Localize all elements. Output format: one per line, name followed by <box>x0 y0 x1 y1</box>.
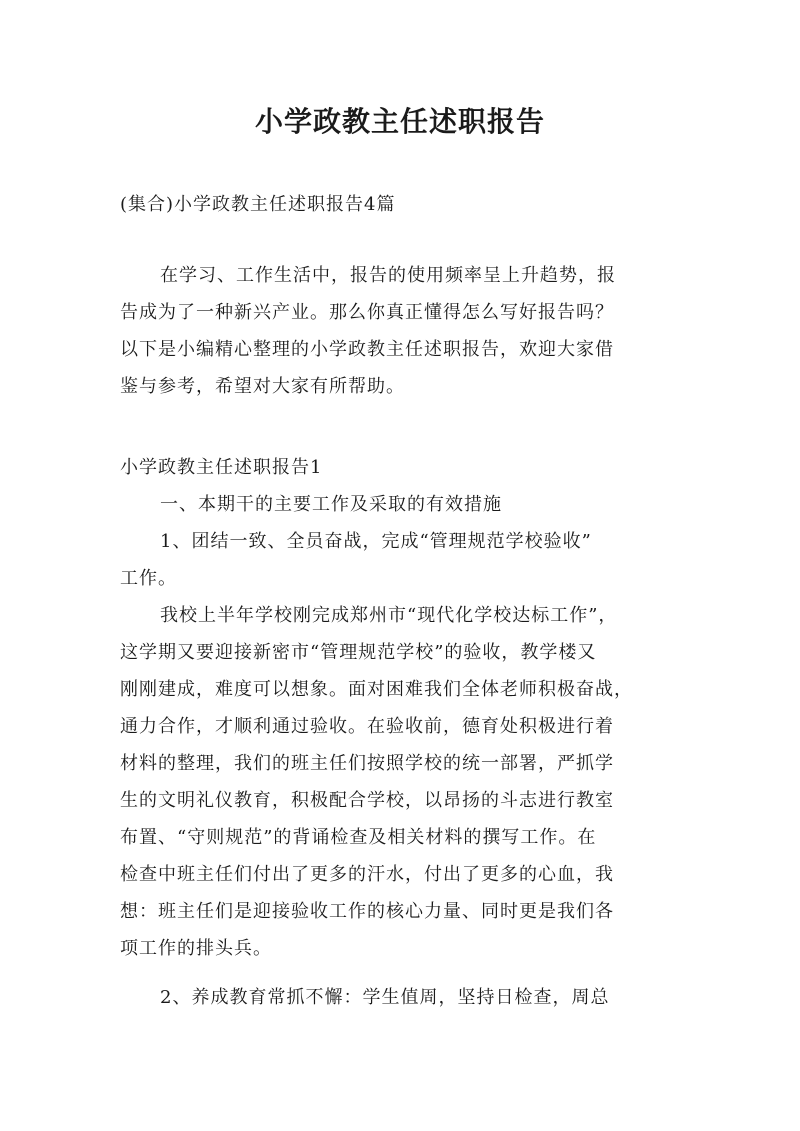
intro-line-1: 在学习、工作生活中，报告的使用频率呈上升趋势，报 <box>160 265 616 286</box>
paragraph-line-1: 我校上半年学校刚完成郑州市“现代化学校达标工作”， <box>160 605 618 626</box>
paragraph-line-7: 布置、“守则规范”的背诵检查及相关材料的撰写工作。在 <box>120 827 597 848</box>
item-1-line-2: 工作。 <box>120 568 177 589</box>
heading-1: 一、本期干的主要工作及采取的有效措施 <box>160 494 502 515</box>
intro-line-2: 告成为了一种新兴产业。那么你真正懂得怎么写好报告吗？ <box>120 302 614 323</box>
section-title: 小学政教主任述职报告1 <box>120 457 323 478</box>
item-1-line-1: 1、团结一致、全员奋战，完成“管理规范学校验收” <box>160 531 592 552</box>
paragraph-line-8: 检查中班主任们付出了更多的汗水，付出了更多的心血，我 <box>120 864 614 885</box>
intro-line-3: 以下是小编精心整理的小学政教主任述职报告，欢迎大家借 <box>120 339 614 360</box>
paragraph-line-9: 想：班主任们是迎接验收工作的核心力量、同时更是我们各 <box>120 901 614 922</box>
paragraph-line-4: 通力合作，才顺利通过验收。在验收前，德育处积极进行着 <box>120 716 614 737</box>
subtitle: (集合)小学政教主任述职报告4篇 <box>120 194 396 215</box>
paragraph-line-2: 这学期又要迎接新密市“管理规范学校”的验收，教学楼又 <box>120 642 597 663</box>
item-2-line-1: 2、养成教育常抓不懈：学生值周，坚持日检查，周总 <box>160 987 610 1008</box>
document-title: 小学政教主任述职报告 <box>254 105 545 138</box>
intro-line-4: 鉴与参考，希望对大家有所帮助。 <box>120 376 405 397</box>
paragraph-line-6: 生的文明礼仪教育，积极配合学校，以昂扬的斗志进行教室 <box>120 790 614 811</box>
paragraph-line-10: 项工作的排头兵。 <box>120 938 272 959</box>
paragraph-line-5: 材料的整理，我们的班主任们按照学校的统一部署，严抓学 <box>120 753 614 774</box>
paragraph-line-3: 刚刚建成，难度可以想象。面对困难我们全体老师积极奋战， <box>120 679 633 700</box>
